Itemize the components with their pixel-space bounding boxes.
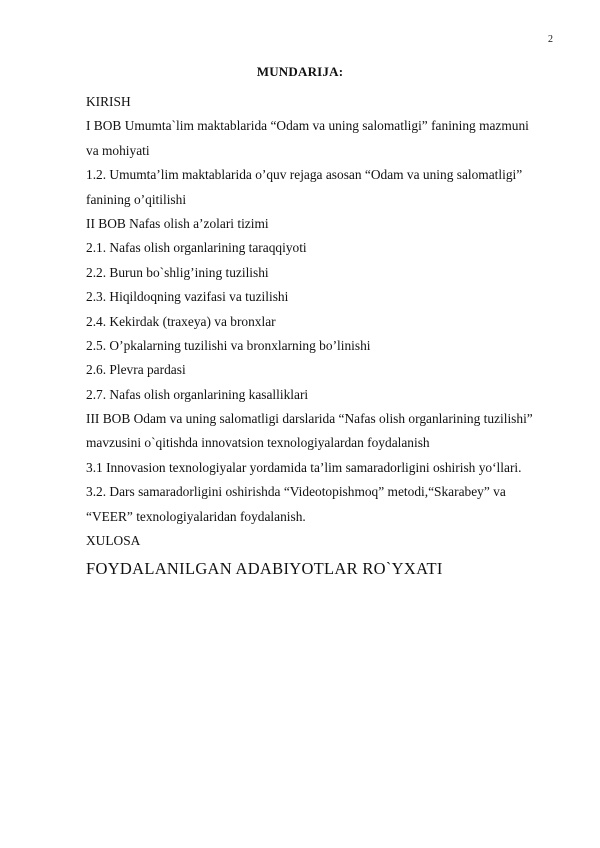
toc-section-2-4: 2.4. Kekirdak (traxeya) va bronxlar (86, 313, 276, 329)
toc-section-3-2-line-2: “VEER” texnologiyalaridan foydalanish. (86, 508, 306, 524)
toc-chapter-3-line-2: mavzusini o`qitishda innovatsion texnologiyalardan foydalanish (86, 435, 430, 451)
toc-bibliography: FOYDALANILGAN ADABIYOTLAR RO`YXATI (86, 559, 443, 579)
toc-section-3-1: 3.1 Innovasion texnologiyalar yordamida ta’lim samaradorligini oshirish yo‘llari. (86, 459, 522, 475)
toc-section-2-2: 2.2. Burun bo`shlig’ining tuzilishi (86, 264, 269, 280)
page-number: 2 (548, 34, 553, 45)
toc-section-2-5: 2.5. O’pkalarning tuzilishi va bronxlarning bo’linishi (86, 337, 371, 353)
table-of-contents (86, 93, 566, 585)
toc-chapter-2: II BOB Nafas olish a’zolari tizimi (86, 215, 269, 231)
toc-section-2-3: 2.3. Hiqildoqning vazifasi va tuzilishi (86, 289, 289, 305)
toc-section-1-2-line-2: fanining o’qitilishi (86, 191, 187, 207)
toc-chapter-1-line-1: I BOB Umumta`lim maktablarida “Odam va uning salomatligi” fanining mazmuni (86, 118, 529, 134)
toc-section-1-2-line-1: 1.2. Umumta’lim maktablarida o’quv rejaga asosan “Odam va uning salomatligi” (86, 167, 523, 183)
toc-section-3-2-line-1: 3.2. Dars samaradorligini oshirishda “Videotopishmoq” metodi,“Skarabey” va (86, 484, 506, 500)
toc-section-2-6: 2.6. Plevra pardasi (86, 362, 186, 378)
toc-section-2-7: 2.7. Nafas olish organlarining kasalliklari (86, 386, 309, 402)
toc-section-2-1: 2.1. Nafas olish organlarining taraqqiyoti (86, 240, 307, 256)
page-title: MUNDARIJA: (256, 64, 344, 79)
toc-conclusion: XULOSA (86, 533, 141, 549)
toc-chapter-3-line-1: III BOB Odam va uning salomatligi darslarida “Nafas olish organlarining tuzilishi” (86, 411, 533, 427)
toc-chapter-1-line-2: va mohiyati (86, 142, 150, 158)
toc-introduction: KIRISH (86, 94, 131, 109)
